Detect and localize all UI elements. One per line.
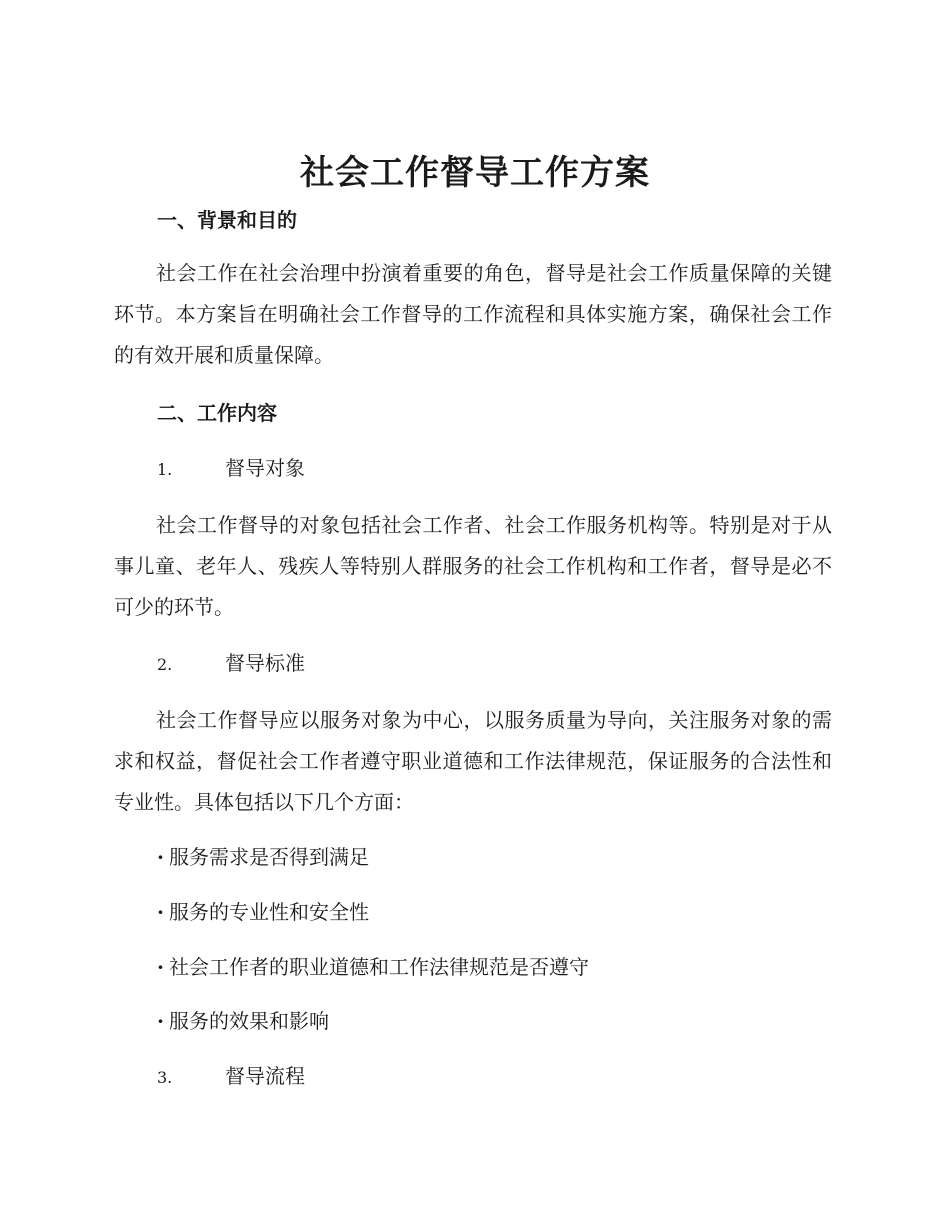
item-title: 督导对象 [225,456,305,480]
numbered-item-supervision-process [157,1061,305,1093]
item-number: 2. [157,655,173,674]
item-title: 督导流程 [225,1064,305,1088]
numbered-item-supervision-standard [157,648,305,680]
item-number: 1. [157,460,173,479]
bullet-dot: · [157,845,164,869]
item-number: 3. [157,1068,173,1087]
section-heading-content: 二、工作内容 [157,401,277,425]
paragraph-supervision-target: 社会工作督导的对象包括社会工作者、社会工作服务机构等。特别是对于从事儿童、老年人、残疾人等特别人群服务的社会工作机构和工作者，督导是必不可少的环节。 [114,513,832,619]
numbered-item-supervision-target [157,453,305,485]
document-title: 社会工作督导工作方案 [300,153,650,193]
bullet-item [157,1006,329,1036]
bullet-text: 社会工作者的职业道德和工作法律规范是否遵守 [169,955,589,979]
bullet-text: 服务需求是否得到满足 [169,845,369,869]
paragraph-background: 社会工作在社会治理中扮演着重要的角色，督导是社会工作质量保障的关键环节。本方案旨在明确社会工作督导的工作流程和具体实施方案，确保社会工作的有效开展和质量保障。 [114,261,832,367]
bullet-dot: · [157,1009,164,1033]
bullet-item [157,842,369,872]
bullet-item [157,952,589,982]
item-title: 督导标准 [225,651,305,675]
bullet-item [157,897,369,927]
bullet-text: 服务的效果和影响 [169,1009,329,1033]
bullet-dot: · [157,955,164,979]
section-heading-background: 一、背景和目的 [157,208,297,232]
bullet-dot: · [157,900,164,924]
bullet-text: 服务的专业性和安全性 [169,900,369,924]
paragraph-supervision-standard: 社会工作督导应以服务对象为中心，以服务质量为导向，关注服务对象的需求和权益，督促社会工作者遵守职业道德和工作法律规范，保证服务的合法性和专业性。具体包括以下几个方面： [114,708,832,814]
